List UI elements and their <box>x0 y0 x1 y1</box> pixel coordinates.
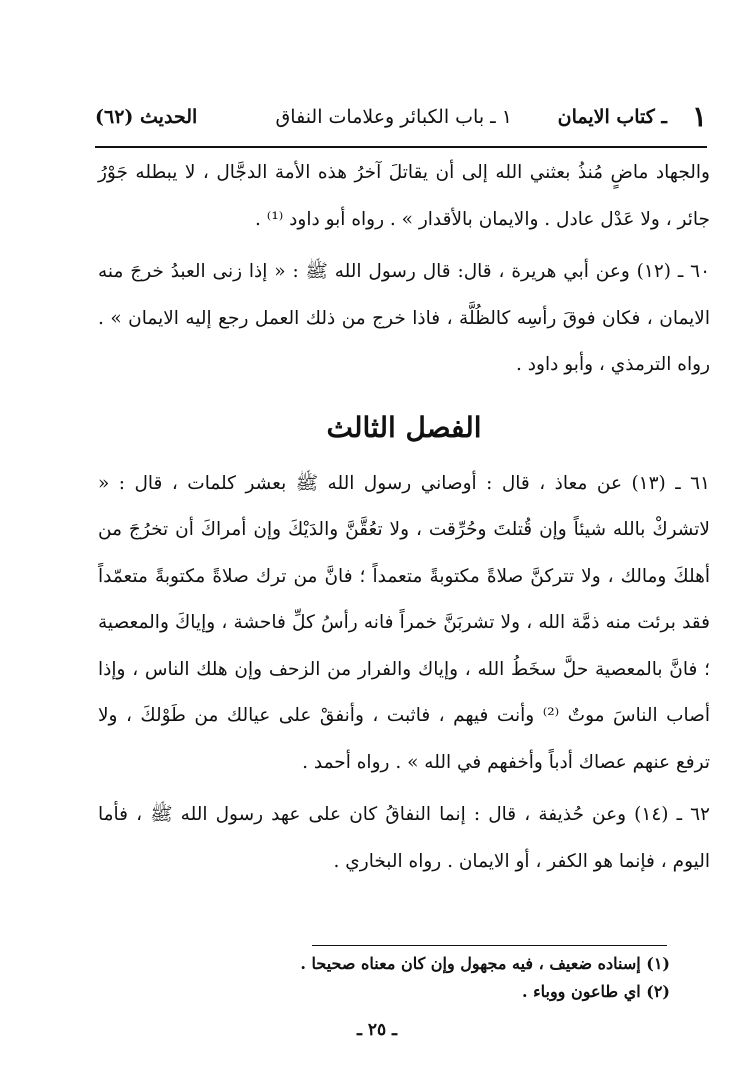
header-rule <box>95 146 707 148</box>
running-header <box>95 100 707 142</box>
section-title: الفصل الثالث <box>326 410 482 444</box>
header-chapter-title: ١ ـ باب الكبائر وعلامات النفاق <box>275 106 512 128</box>
header-book-title: ـ كتاب الايمان <box>557 106 667 128</box>
paragraph-continuation: والجهاد ماضٍ مُنذُ بعثني الله إلى أن يقاتلَ آخرُ هذه الأمة الدجَّال ، لا يبطله جَوْرُ جائر ، ولا عَدْل عادل . والايمان بالأقدار » . رواه أبو داود ⁽¹⁾ . <box>98 162 710 230</box>
hadith-61: ٦١ ـ (١٣) عن معاذ ، قال : أوصاني رسول الله ﷺ بعشر كلمات ، قال : « لاتشركْ بالله شيئاً وإن قُتلتَ وحُرِّقت ، ولا تعُقَّنَّ والدَيْكَ وإن أمراكَ أن تخرُجَ من أهلكَ ومالك ، ولا تتركنَّ صلاةً مكتوبةً متعمداً ؛ فانَّ من ترك صلاةً مكتوبةً متعمّداً فقد برئت منه ذمَّة الله ، ولا تشربَنَّ خمراً فانه رأسُ كلِّ فاحشة ، وإياكَ والمعصية ؛ فانَّ بالمعصية حلَّ سخَطُ الله ، وإياك والفرار من الزحف وإن هلك الناس ، وإذا أصاب الناسَ موتٌ ⁽²⁾ وأنت فيهم ، فاثبت ، وأنفقْ على عيالك من طَوْلكَ ، ولا ترفع عنهم عصاك أدباً وأخفهم في الله » . رواه أحمد . <box>98 472 710 773</box>
footnotes <box>300 950 670 1006</box>
footnote-1: (١) إسناده ضعيف ، فيه مجهول وإن كان معناه صحيحا . <box>300 954 670 973</box>
header-hadith-ref: الحديث (٦٢) <box>95 106 198 128</box>
hadith-62: ٦٢ ـ (١٤) وعن حُذيفة ، قال : إنما النفاقُ كان على عهد رسول الله ﷺ ، فأما اليوم ، فإنما هو الكفر ، أو الايمان . رواه البخاري . <box>98 804 710 872</box>
footnote-2: (٢) اي طاعون ووباء . <box>521 982 670 1001</box>
header-section-number: ١ <box>691 100 707 133</box>
hadith-60: ٦٠ ـ (١٢) وعن أبي هريرة ، قال: قال رسول الله ﷺ : « إذا زنى العبدُ خرجَ منه الايمان ، فكان فوقَ رأسِه كالظُلَّة ، فاذا خرج من ذلك العمل رجع إليه الايمان » . رواه الترمذي ، وأبو داود . <box>98 261 711 375</box>
main-text <box>98 150 710 885</box>
page-number: ـ ٢٥ ـ <box>356 1020 398 1040</box>
footnote-rule <box>312 945 667 946</box>
